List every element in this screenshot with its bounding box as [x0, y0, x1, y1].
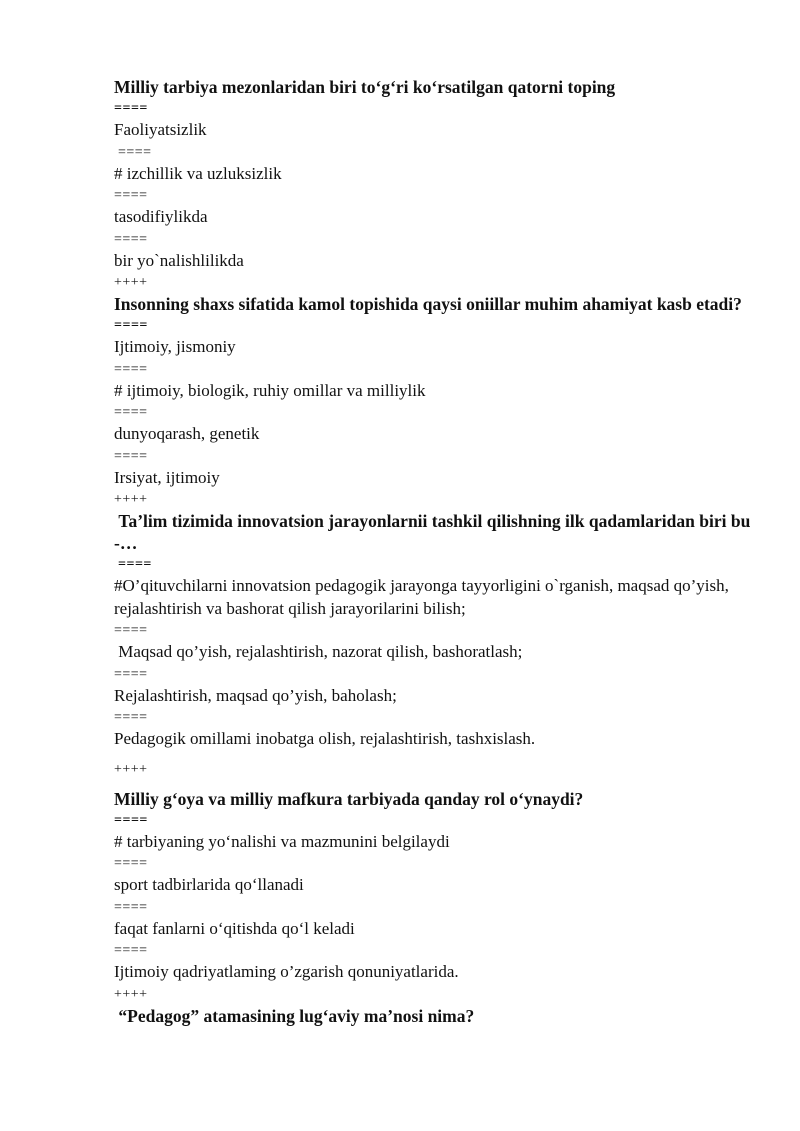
option-2-b: # ijtimoiy, biologik, ruhiy omillar va milliylik [114, 380, 426, 400]
separator: ==== [114, 318, 148, 333]
separator: ==== [114, 623, 148, 638]
separator: ==== [114, 405, 148, 420]
option-1-a: Faoliyatsizlik [114, 120, 207, 139]
option-3-a: #O’qituvchilarni innovatsion pedagogik jarayonga tayyorligini o`rganish, maqsad qo’yish, rejalashtirish va bashorat qilish jarayorilarini bilish; [114, 576, 729, 618]
separator: ==== [114, 448, 148, 464]
option-2-d: Irsiyat, ijtimoiy [114, 467, 220, 487]
question-2: Insonning shaxs sifatida kamol topishida qaysi oniillar muhim ahamiyat kasb etadi? [114, 294, 742, 314]
option-3-c: Rejalashtirish, maqsad qo’yish, baholash; [114, 685, 397, 705]
separator: ==== [114, 666, 148, 682]
question-1: Milliy tarbiya mezonlaridan biri to‘g‘ri ko‘rsatilgan qatorni toping [114, 77, 616, 97]
question-end-marker: ++++ [114, 761, 148, 777]
option-4-d: Ijtimoiy qadriyatlaming o’zgarish qonuniyatlarida. [114, 962, 459, 981]
question-end-marker: ++++ [114, 275, 148, 290]
separator: ==== [114, 812, 148, 828]
separator: ==== [114, 943, 148, 958]
separator: ==== [114, 144, 152, 160]
option-2-c: dunyoqarash, genetik [114, 424, 260, 443]
separator: ==== [114, 899, 148, 915]
question-end-marker: ++++ [114, 492, 148, 507]
option-1-b: # izchillik va uzluksizlik [114, 163, 282, 183]
option-3-d: Pedagogik omillami inobatga olish, rejalashtirish, tashxislash. [114, 729, 536, 748]
option-1-d: bir yo`nalishlilikda [114, 250, 244, 270]
document-page [114, 76, 754, 1027]
separator: ==== [114, 710, 148, 725]
option-4-b: sport tadbirlarida qo‘llanadi [114, 875, 304, 894]
question-5: “Pedagog” atamasining lug‘aviy ma’nosi nima? [114, 1005, 475, 1026]
separator: ==== [114, 101, 148, 116]
separator: ==== [114, 188, 148, 203]
option-2-a: Ijtimoiy, jismoniy [114, 337, 236, 356]
separator: ==== [114, 856, 148, 871]
question-4: Milliy g‘oya va milliy mafkura tarbiyada qanday rol o‘ynaydi? [114, 788, 584, 809]
separator: ==== [114, 361, 148, 377]
option-4-a: # tarbiyaning yo‘nalishi va mazmunini belgilaydi [114, 831, 450, 851]
separator: ==== [114, 557, 152, 572]
separator: ==== [114, 231, 148, 247]
option-3-b: Maqsad qo’yish, rejalashtirish, nazorat qilish, bashoratlash; [114, 642, 523, 661]
option-4-c: faqat fanlarni o‘qitishda qo‘l keladi [114, 918, 355, 938]
option-1-c: tasodifiylikda [114, 207, 208, 226]
question-end-marker: ++++ [114, 986, 148, 1002]
question-3: Ta’lim tizimida innovatsion jarayonlarnii tashkil qilishning ilk qadamlaridan biri bu -… [114, 511, 755, 553]
